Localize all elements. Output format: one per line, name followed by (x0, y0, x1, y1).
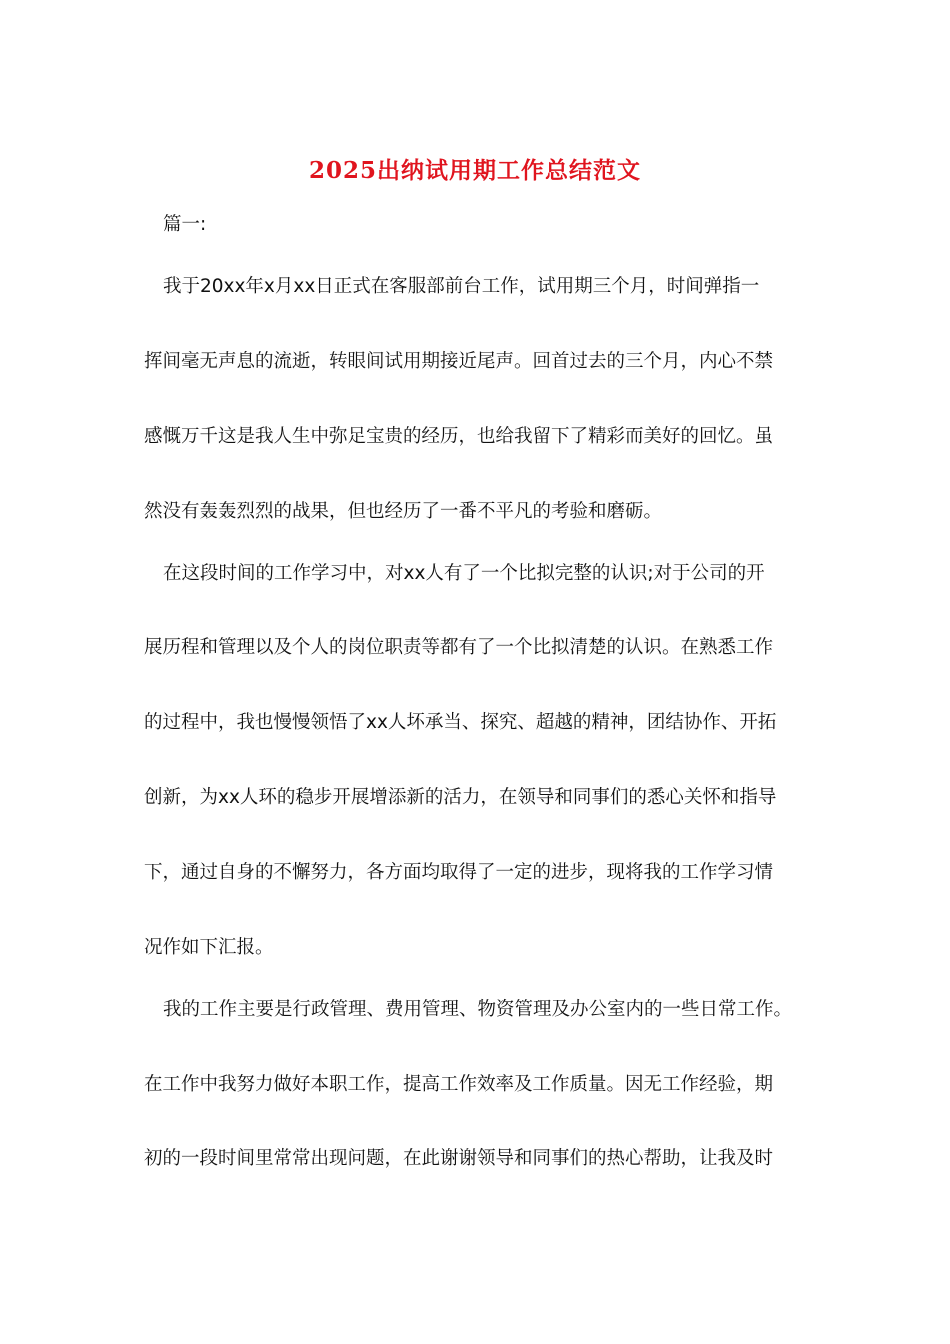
paragraph-line: 然没有轰轰烈烈的战果，但也经历了一番不平凡的考验和磨砺。 (144, 501, 663, 522)
paragraph-line: 下，通过自身的不懈努力，各方面均取得了一定的进步，现将我的工作学习情 (144, 862, 774, 883)
document-title: 2025出纳试用期工作总结范文 (308, 157, 641, 184)
paragraph-line: 在工作中我努力做好本职工作，提高工作效率及工作质量。因无工作经验，期 (144, 1074, 774, 1095)
paragraph-line: 况作如下汇报。 (144, 937, 274, 958)
paragraph-line: 在这段时间的工作学习中，对xx人有了一个比拟完整的认识;对于公司的开 (163, 563, 765, 584)
paragraph-line: 创新，为xx人环的稳步开展增添新的活力，在领导和同事们的悉心关怀和指导 (144, 787, 777, 808)
paragraph-line: 展历程和管理以及个人的岗位职责等都有了一个比拟清楚的认识。在熟悉工作 (144, 637, 774, 658)
paragraph-line: 的过程中，我也慢慢领悟了xx人坏承当、探究、超越的精神，团结协作、开拓 (144, 712, 777, 733)
paragraph-line: 感慨万千这是我人生中弥足宝贵的经历，也给我留下了精彩而美好的回忆。虽 (144, 426, 774, 447)
section-heading: 篇一: (163, 214, 207, 235)
paragraph-line: 我的工作主要是行政管理、费用管理、物资管理及办公室内的一些日常工作。 (163, 999, 793, 1020)
paragraph-line: 挥间毫无声息的流逝，转眼间试用期接近尾声。回首过去的三个月，内心不禁 (144, 351, 774, 372)
paragraph-line: 我于20xx年x月xx日正式在客服部前台工作，试用期三个月，时间弹指一 (163, 276, 760, 297)
paragraph-line: 初的一段时间里常常出现问题，在此谢谢领导和同事们的热心帮助，让我及时 (144, 1148, 774, 1169)
